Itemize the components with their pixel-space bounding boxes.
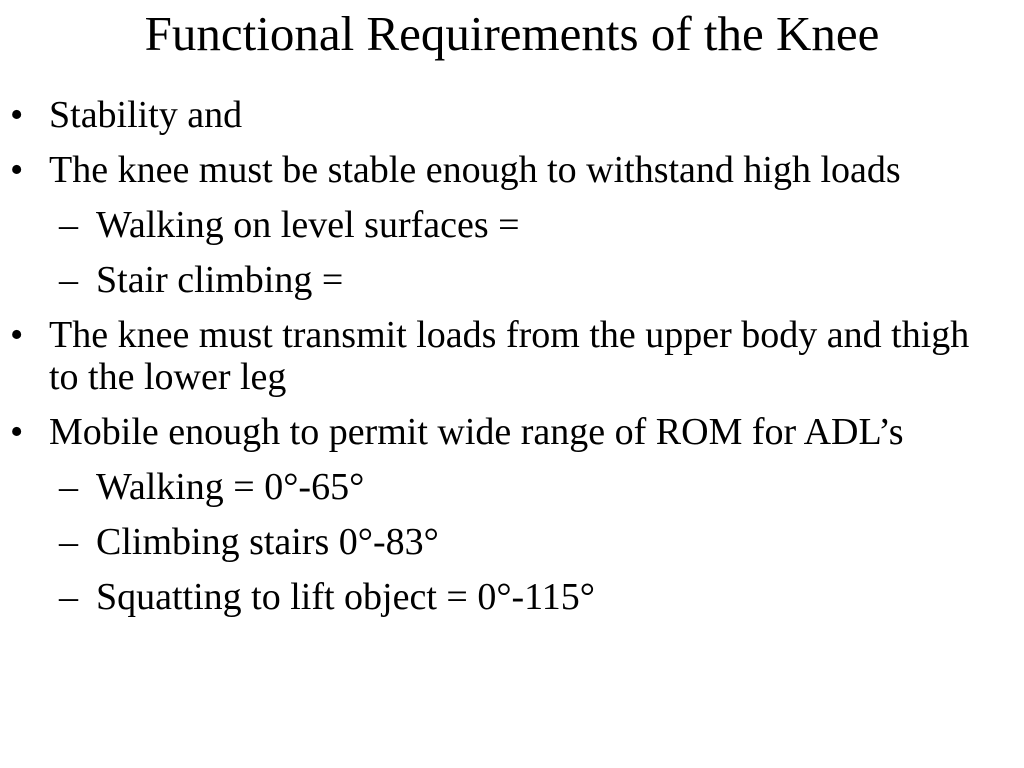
- bullet-item: [0, 314, 1024, 398]
- sub-bullet-text: Walking = 0°-65°: [96, 466, 365, 508]
- bullet-dot-icon: •: [10, 314, 24, 356]
- bullet-text: Stability and: [49, 94, 243, 136]
- bullet-text: Mobile enough to permit wide range of ROM for ADL’s: [49, 411, 904, 453]
- dash-icon: –: [59, 259, 78, 301]
- bullet-dot-icon: •: [10, 94, 24, 136]
- sub-bullet-item: [0, 576, 1024, 618]
- dash-icon: –: [59, 576, 78, 618]
- bullet-item: [0, 149, 1024, 191]
- sub-bullet-text: Climbing stairs 0°-83°: [96, 521, 439, 563]
- dash-icon: –: [59, 521, 78, 563]
- sub-bullet-item: [0, 259, 1024, 301]
- bullet-list: [0, 94, 1024, 631]
- bullet-item: [0, 94, 1024, 136]
- sub-bullet-text: Walking on level surfaces =: [96, 204, 520, 246]
- sub-bullet-text: Squatting to lift object = 0°-115°: [96, 576, 595, 618]
- dash-icon: –: [59, 466, 78, 508]
- sub-bullet-item: [0, 521, 1024, 563]
- sub-bullet-text: Stair climbing =: [96, 259, 344, 301]
- bullet-dot-icon: •: [10, 149, 24, 191]
- dash-icon: –: [59, 204, 78, 246]
- bullet-text: The knee must be stable enough to withstand high loads: [49, 149, 901, 191]
- slide-title: Functional Requirements of the Knee: [144, 6, 880, 61]
- bullet-item: [0, 411, 1024, 453]
- sub-bullet-item: [0, 204, 1024, 246]
- bullet-dot-icon: •: [10, 411, 24, 453]
- bullet-text: The knee must transmit loads from the upper body and thigh to the lower leg: [49, 314, 970, 398]
- sub-bullet-item: [0, 466, 1024, 508]
